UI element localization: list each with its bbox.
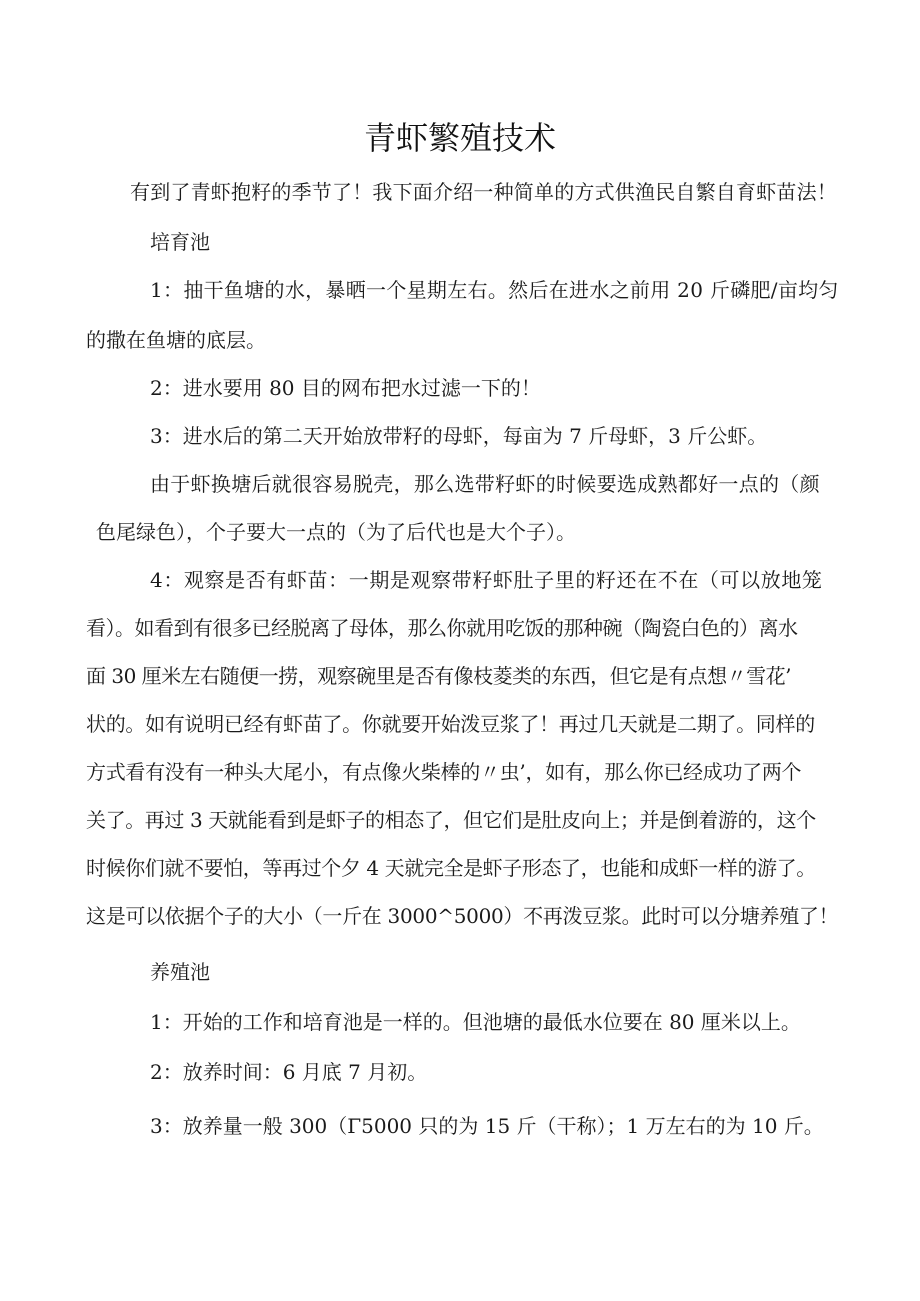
section-heading-breeding-pond: 养殖池 bbox=[150, 960, 210, 984]
paragraph-line: 2：进水要用 80 目的网布把水过滤一下的！ bbox=[150, 376, 541, 400]
paragraph-line: 4：观察是否有虾苗：一期是观察带籽虾肚子里的籽还在不在（可以放地笼 bbox=[150, 568, 823, 592]
paragraph-line: 的撒在鱼塘的底层。 bbox=[86, 328, 266, 352]
paragraph-line: 状的。如有说明已经有虾苗了。你就要开始泼豆浆了！再过几天就是二期了。同样的 bbox=[86, 712, 815, 736]
paragraph-line: 1：开始的工作和培育池是一样的。但池塘的最低水位要在 80 厘米以上。 bbox=[150, 1010, 801, 1034]
paragraph-line: 2：放养时间：6 月底 7 月初。 bbox=[150, 1060, 428, 1084]
intro-line: 有到了青虾抱籽的季节了！我下面介绍一种简单的方式供渔民自繁自育虾苗法！ bbox=[130, 180, 837, 204]
paragraph-line: 3：进水后的第二天开始放带籽的母虾，每亩为 7 斤母虾，3 斤公虾。 bbox=[150, 424, 768, 448]
paragraph-line: 这是可以依据个子的大小（一斤在 3000^5000）不再泼豆浆。此时可以分塘养殖了！ bbox=[86, 904, 839, 928]
paragraph-line: 面 30 厘米左右随便一捞，观察碗里是否有像枝菱类的东西，但它是有点想〃雪花’ bbox=[86, 664, 792, 688]
paragraph-line: 看）。如看到有很多已经脱离了母体，那么你就用吃饭的那种碗（陶瓷白色的）离水 bbox=[86, 616, 798, 640]
paragraph-line: 方式看有没有一种头大尾小，有点像火柴棒的〃虫’，如有，那么你已经成功了两个 bbox=[86, 760, 802, 784]
document-title: 青虾繁殖技术 bbox=[363, 119, 556, 157]
section-heading-nursery-pond: 培育池 bbox=[150, 230, 210, 254]
paragraph-line: 时候你们就不要怕，等再过个夕 4 天就完全是虾子形态了，也能和成虾一样的游了。 bbox=[86, 856, 816, 880]
paragraph-line: 关了。再过 3 天就能看到是虾子的相态了，但它们是肚皮向上；并是倒着游的，这个 bbox=[86, 808, 816, 832]
paragraph-line: 1：抽干鱼塘的水，暴晒一个星期左右。然后在进水之前用 20 斤磷肥/亩均匀 bbox=[150, 278, 839, 302]
paragraph-line: 3：放养量一般 300（Γ5000 只的为 15 斤（干称）；1 万左右的为 10 斤。 bbox=[150, 1114, 824, 1138]
paragraph-line: 色尾绿色），个子要大一点的（为了后代也是大个子）。 bbox=[96, 520, 576, 544]
paragraph-line: 由于虾换塘后就很容易脱壳，那么选带籽虾的时候要选成熟都好一点的（颜 bbox=[150, 472, 820, 496]
